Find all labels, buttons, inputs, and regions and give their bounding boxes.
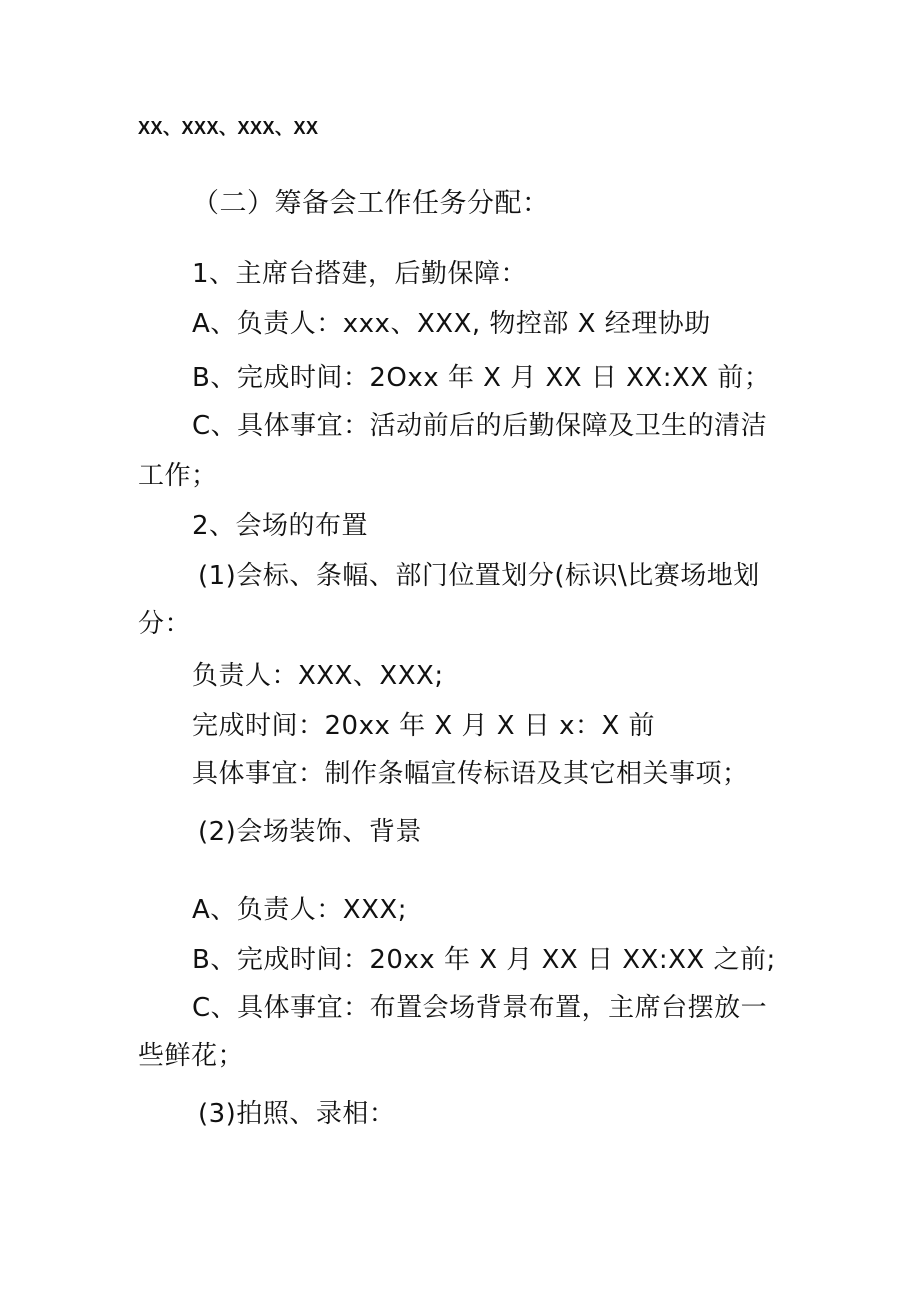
task-1-details-wrap: 工作； — [138, 461, 218, 491]
task-2-2-title: (2)会场装饰、背景 — [198, 817, 422, 847]
task-2-2-details-wrap: 些鲜花； — [138, 1041, 245, 1071]
task-2-2-owner: A、负责人：XXX; — [192, 895, 407, 925]
task-2-1-details: 具体事宜：制作条幅宣传标语及其它相关事项； — [192, 759, 749, 789]
task-2-1-owner: 负责人：XXX、XXX; — [192, 661, 444, 691]
task-1-deadline: B、完成时间：2Oxx 年 X 月 XX 日 XX:XX 前； — [192, 363, 771, 393]
task-2-2-deadline: B、完成时间：20xx 年 X 月 XX 日 XX:XX 之前; — [192, 945, 776, 975]
task-1-owner: A、负责人：xxx、XXX, 物控部 X 经理协助 — [192, 309, 711, 339]
task-1-title: 1、主席台搭建，后勤保障： — [192, 259, 528, 289]
task-2-1-title: (1)会标、条幅、部门位置划分(标识\比赛场地划 — [198, 561, 760, 591]
section-heading: （二）筹备会工作任务分配： — [192, 188, 550, 219]
task-2-1-deadline: 完成时间：20xx 年 X 月 X 日 x：X 前 — [192, 711, 656, 741]
task-2-2-details: C、具体事宜：布置会场背景布置，主席台摆放一 — [192, 993, 768, 1023]
task-2-title: 2、会场的布置 — [192, 511, 369, 541]
task-2-1-title-wrap: 分： — [138, 609, 192, 639]
task-2-3-title: (3)拍照、录相： — [198, 1099, 396, 1129]
names-line: XX、XXX、XXX、XX — [138, 118, 319, 138]
task-1-details: C、具体事宜：活动前后的后勤保障及卫生的清洁 — [192, 411, 768, 441]
